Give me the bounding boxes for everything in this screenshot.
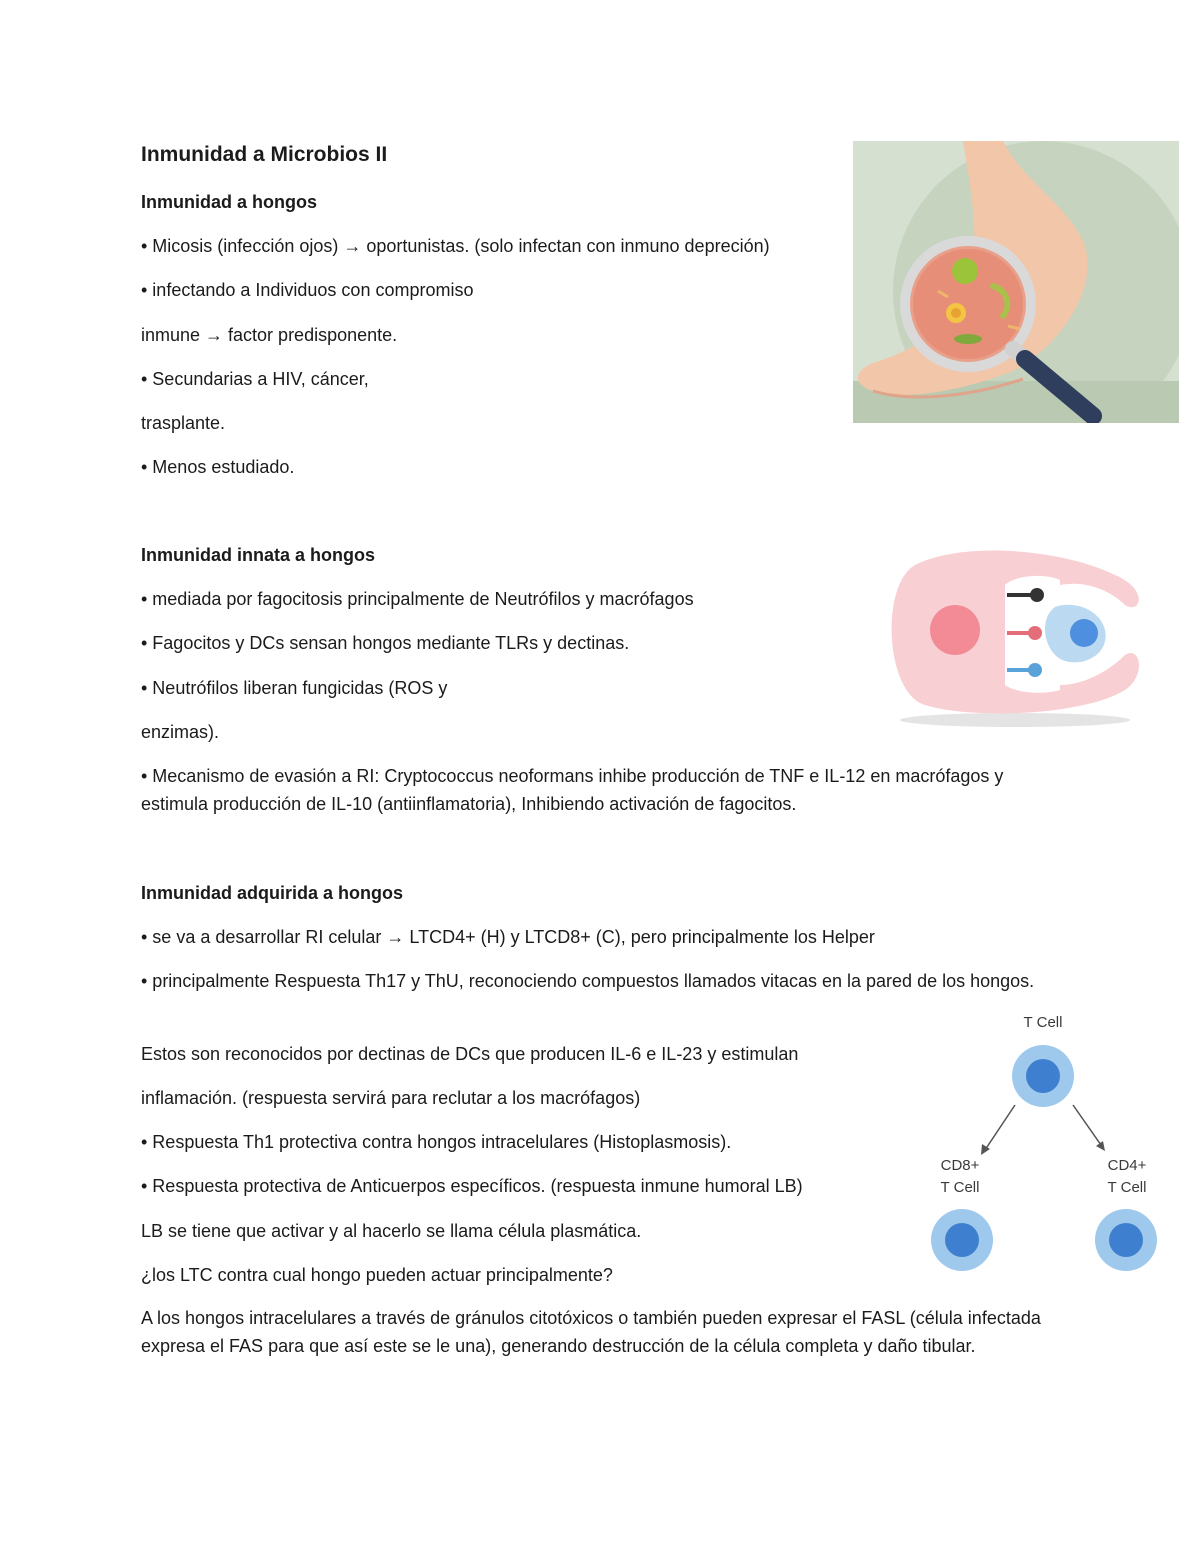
section-heading-adaptive: Inmunidad adquirida a hongos [141,883,404,903]
paragraph-line: inmune → factor predisponente. [141,325,398,345]
paragraph-th17: • principalmente Respuesta Th17 y ThU, reconociendo compuestos llamados vitacas en la pared de los hongos. [141,971,1035,991]
paragraph-line: • infectando a Individuos con compromiso [141,280,474,300]
paragraph-answer: A los hongos intracelulares a través de gránulos citotóxicos o también pueden expresar el FASL (célula infectada expresa el FAS para que así este se le una), generando destrucción de la célula completa y daño tibular. [141,1308,1041,1356]
section-heading-innate: Inmunidad innata a hongos [141,545,375,565]
paragraph-line: inflamación. (respuesta servirá para reclutar a los macrófagos) [141,1088,641,1108]
cd4-label-line2: T Cell [1107,1179,1147,1196]
cd8-label-line1: CD8+ [940,1157,980,1174]
phagocyte-recognition-illustration [885,545,1145,730]
section-heading-fungi: Inmunidad a hongos [141,192,317,212]
paragraph-line: • Micosis (infección ojos) → oportunistas. (solo infectan con inmuno depreción) [141,236,770,256]
paragraph-line: trasplante. [141,413,226,433]
paragraph-line: • Secundarias a HIV, cáncer, [141,369,369,389]
paragraph-line: • mediada por fagocitosis principalmente de Neutrófilos y macrófagos [141,589,694,609]
paragraph-question: ¿los LTC contra cual hongo pueden actuar principalmente? [141,1265,613,1285]
page-title: Inmunidad a Microbios II [141,143,388,166]
cd8-label-line2: T Cell [940,1179,980,1196]
paragraph-line: Estos son reconocidos por dectinas de DCs que producen IL-6 e IL-23 y estimulan [141,1044,799,1064]
paragraph-evasion: • Mecanismo de evasión a RI: Cryptococcus neoformans inhibe producción de TNF e IL-12 en macrófagos y estimula producción de IL-10 (antiinflamatoria), Inhibiendo activación de fagocitos. [141,766,1004,814]
paragraph-line: • Respuesta protectiva de Anticuerpos específicos. (respuesta inmune humoral LB) [141,1176,803,1196]
paragraph-line: enzimas). [141,722,220,742]
paragraph-line: • Menos estudiado. [141,457,295,477]
paragraph-line: • Respuesta Th1 protectiva contra hongos intracelulares (Histoplasmosis). [141,1132,732,1152]
cd4-label-line1: CD4+ [1107,1157,1147,1174]
paragraph-line: • Neutrófilos liberan fungicidas (ROS y [141,678,448,698]
foot-magnifier-illustration [853,141,1179,423]
paragraph-line: LB se tiene que activar y al hacerlo se llama célula plasmática. [141,1221,642,1241]
tcell-top-label: T Cell [1023,1014,1063,1031]
paragraph-line: • Fagocitos y DCs sensan hongos mediante TLRs y dectinas. [141,633,630,653]
paragraph-line: • se va a desarrollar RI celular → LTCD4+ (H) y LTCD8+ (C), pero principalmente los Helper [141,927,875,947]
tcell-differentiation-diagram [925,1005,1170,1285]
